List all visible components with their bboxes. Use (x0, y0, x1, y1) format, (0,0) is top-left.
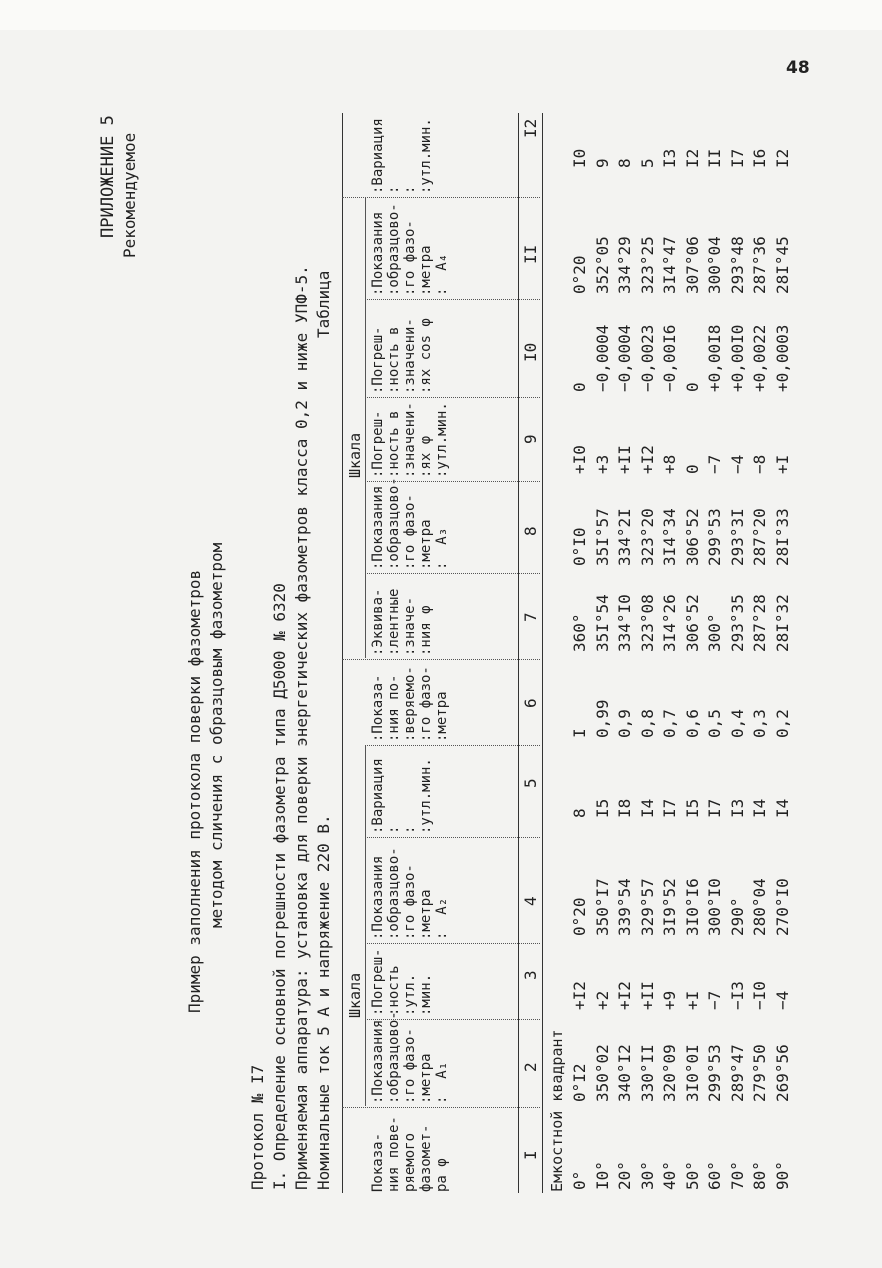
table-cell: 0,9 (615, 709, 634, 738)
table-cell: 8 (570, 808, 589, 818)
col-sep (365, 573, 540, 574)
table-cell: 8 (615, 158, 634, 168)
table-cell: 323°20 (637, 508, 657, 566)
table-cell: 280°04 (750, 878, 769, 936)
protocol-item-1: I. Определение основной погрешности фазометра типа Д5000 № 6320 (270, 583, 289, 1190)
column-number: 5 (521, 778, 540, 788)
table-cell: −4 (772, 990, 792, 1010)
table-cell: +I2 (615, 981, 634, 1010)
table-cell: 299°53 (705, 1044, 724, 1102)
table-cell: 330°II (637, 1044, 657, 1102)
table-cell: +0,0003 (772, 324, 792, 392)
table-cell: 35I°57 (592, 508, 612, 566)
table-cell: I8 (615, 798, 634, 818)
column-number: II (521, 244, 540, 264)
table-cell: −0,0023 (637, 324, 657, 392)
table-cell: 30° (637, 1161, 657, 1190)
column-number: I2 (521, 118, 540, 138)
table-cell: 0,99 (592, 699, 612, 738)
table-cell: 287°20 (750, 508, 769, 566)
col-sep (365, 943, 540, 944)
doc-title-line-1: Пример заполнения протокола поверки фазометров (185, 569, 204, 1013)
table-cell: −4 (727, 454, 747, 474)
table-cell: I2 (682, 148, 702, 168)
table-cell: 287°28 (750, 594, 769, 652)
table-cell: 0,2 (772, 709, 792, 738)
table-cell: 28I°32 (772, 594, 792, 652)
table-cell: 293°35 (727, 594, 747, 652)
header-col-6: :Показа- :ния по- :веряемо- :го фазо- :метра (370, 666, 450, 742)
col-sep (365, 299, 540, 300)
table-cell: I6 (750, 148, 769, 168)
table-cell: +2 (592, 990, 612, 1010)
table-body-rule (542, 113, 543, 1193)
table-cell: +II (637, 981, 657, 1010)
table-cell: 279°50 (750, 1044, 769, 1102)
table-cell: I4 (750, 798, 769, 818)
scale-header-right: Шкала (346, 432, 364, 478)
column-number: 3 (521, 970, 540, 980)
table-cell: I7 (660, 798, 679, 818)
table-cell: +I (682, 990, 702, 1010)
table-cell: I (570, 728, 589, 738)
table-cell: +I0 (570, 445, 589, 474)
table-cell: 5 (637, 158, 657, 168)
table-cell: 269°56 (772, 1044, 792, 1102)
header-col-7: :Эквива- :лентные :значе- :ния φ (370, 588, 434, 656)
table-cell: 80° (750, 1161, 769, 1190)
table-cell: −I3 (727, 981, 747, 1010)
table-cell: 40° (660, 1161, 679, 1190)
header-col-2: :Показания :образцово- :го фазо- :метра : A₁ (370, 1011, 450, 1104)
table-cell: −0,00I6 (660, 324, 679, 392)
table-cell: +0,0022 (750, 324, 769, 392)
col-sep (365, 397, 540, 398)
table-cell: 0,7 (660, 709, 679, 738)
table-cell: 0° (570, 1170, 589, 1190)
table-cell: −8 (750, 454, 769, 474)
table-cell: 360° (570, 613, 589, 652)
table-cell: 3I0°0I (682, 1044, 702, 1102)
table-cell: +9 (660, 990, 679, 1010)
table-cell: 70° (727, 1161, 747, 1190)
table-cell: I3 (727, 798, 747, 818)
table-cell: +I2 (637, 445, 657, 474)
table-cell: 3I4°26 (660, 594, 679, 652)
table-cell: 350°I7 (592, 878, 612, 936)
table-cell: 0,8 (637, 709, 657, 738)
table-cell: +3 (592, 454, 612, 474)
table-cell: −0,0004 (615, 324, 634, 392)
table-cell: 323°08 (637, 594, 657, 652)
table-cell: 0 (682, 382, 702, 392)
table-cell: 270°I0 (772, 878, 792, 936)
column-number: 4 (521, 896, 540, 906)
table-cell: 329°57 (637, 878, 657, 936)
protocol-number: Протокол № I7 (248, 1064, 267, 1190)
table-cell: +I2 (570, 981, 589, 1010)
table-cell: I0 (570, 148, 589, 168)
table-cell: 289°47 (727, 1044, 747, 1102)
table-cell: 0,4 (727, 709, 747, 738)
table-cell: +I (772, 454, 792, 474)
table-cell: −7 (705, 454, 724, 474)
table-cell: 3I4°34 (660, 508, 679, 566)
table-cell: 60° (705, 1161, 724, 1190)
table-cell: I4 (772, 798, 792, 818)
table-cell: 306°52 (682, 508, 702, 566)
table-cell: 293°3I (727, 508, 747, 566)
scale-rule-left (365, 746, 366, 1106)
header-col-4: :Показания :образцово- :го фазо- :метра : A₂ (370, 847, 450, 940)
table-cell: 293°48 (727, 236, 747, 294)
table-cell: +0,00I8 (705, 324, 724, 392)
table-cell: +0,00I0 (727, 324, 747, 392)
protocol-equipment: Применяемая аппаратура: установка для поверки энергетических фазометров класса 0,2 и ниже УПФ-5. (292, 265, 311, 1190)
table-cell: 3I0°I6 (682, 878, 702, 936)
table-cell: 307°06 (682, 236, 702, 294)
table-cell: 299°53 (705, 508, 724, 566)
column-number: 6 (521, 698, 540, 708)
table-cell: 28I°33 (772, 508, 792, 566)
col-sep (342, 659, 540, 660)
appendix-subtitle: Рекомендуемое (120, 132, 139, 258)
table-cell: 20° (615, 1161, 634, 1190)
appendix-title: ПРИЛОЖЕНИЕ 5 (98, 115, 118, 238)
table-cell: 334°2I (615, 508, 634, 566)
table-cell: +II (615, 445, 634, 474)
col-sep (365, 837, 540, 838)
table-cell: I7 (705, 798, 724, 818)
column-number: 2 (521, 1062, 540, 1072)
table-cell: 320°09 (660, 1044, 679, 1102)
table-cell: 350°02 (592, 1044, 612, 1102)
table-cell: 9 (592, 158, 612, 168)
table-cell: I3 (660, 148, 679, 168)
header-col-10: :Погреш- :ность в :значени- :ях cos φ (370, 318, 434, 394)
table-cell: 306°52 (682, 594, 702, 652)
table-cell: I2 (772, 148, 792, 168)
table-cell: 352°05 (592, 236, 612, 294)
column-number: 9 (521, 434, 540, 444)
table-cell: 3I4°47 (660, 236, 679, 294)
header-col-1: Показа- ния пове- ряемого фазомет- ра φ (370, 1116, 450, 1192)
table-cell: 0°20 (570, 255, 589, 294)
table-cell: 334°I0 (615, 594, 634, 652)
table-cell: 0,5 (705, 709, 724, 738)
table-cell: 0 (570, 382, 589, 392)
table-cell: 0,3 (750, 709, 769, 738)
column-number: 8 (521, 526, 540, 536)
table-cell: −0,0004 (592, 324, 612, 392)
table-cell: 287°36 (750, 236, 769, 294)
table-label: Таблица (314, 270, 333, 338)
table-cell: 3I9°52 (660, 878, 679, 936)
table-cell: 334°29 (615, 236, 634, 294)
header-col-3: :Погреш- :ность :утл. :мин. (370, 948, 434, 1016)
table-cell: −7 (705, 990, 724, 1010)
doc-title-line-2: методом сличения с образцовым фазометром (207, 542, 226, 928)
table-cell: 300° (705, 613, 724, 652)
table-cell: 35I°54 (592, 594, 612, 652)
table-cell: 0°20 (570, 897, 589, 936)
table-cell: 0,6 (682, 709, 702, 738)
header-col-9: :Погреш- :ность в :значени- :ях φ :утл.мин. (370, 402, 450, 478)
column-number: 7 (521, 612, 540, 622)
col-sep (342, 1107, 540, 1108)
col-sep (365, 745, 540, 746)
table-cell: 0 (682, 464, 702, 474)
column-number: I (521, 1150, 540, 1160)
table-cell: 28I°45 (772, 236, 792, 294)
col-sep (342, 197, 540, 198)
column-number: I0 (521, 342, 540, 362)
table-cell: 300°I0 (705, 878, 724, 936)
protocol-nominal: Номинальные ток 5 А и напряжение 220 В. (314, 814, 333, 1190)
table-cell: I7 (727, 148, 747, 168)
table-cell: +8 (660, 454, 679, 474)
table-cell: I5 (592, 798, 612, 818)
table-top-rule (342, 113, 343, 1193)
table-cell: 323°25 (637, 236, 657, 294)
table-cell: 50° (682, 1161, 702, 1190)
page-number: 48 (786, 58, 810, 78)
table-cell: 339°54 (615, 878, 634, 936)
table-cell: −I0 (750, 981, 769, 1010)
table-cell: 0°I2 (570, 1063, 589, 1102)
table-cell: 90° (772, 1161, 792, 1190)
table-number-rule (518, 113, 519, 1193)
scale-header-left: Шкала (346, 972, 364, 1018)
table-cell: 0°I0 (570, 527, 589, 566)
table-cell: II (705, 148, 724, 168)
table-cell: I5 (682, 798, 702, 818)
table-cell: 340°I2 (615, 1044, 634, 1102)
table-cell: 290° (727, 897, 747, 936)
rotated-content (80, 18, 800, 1198)
header-col-8: :Показания :образцово- :го фазо- :метра : A₃ (370, 477, 450, 570)
header-col-11: :Показания :образцово- :го фазо- :метра : A₄ (370, 203, 450, 296)
scale-rule-right (365, 198, 366, 658)
table-cell: I0° (592, 1161, 612, 1190)
table-cell: I4 (637, 798, 657, 818)
table-cell: 300°04 (705, 236, 724, 294)
header-col-5: :Вариация : : :утл.мин. (370, 758, 434, 834)
quadrant-label: Емкостной квадрант (548, 1029, 566, 1192)
header-col-12: :Вариация : : :утл.мин. (370, 118, 434, 194)
